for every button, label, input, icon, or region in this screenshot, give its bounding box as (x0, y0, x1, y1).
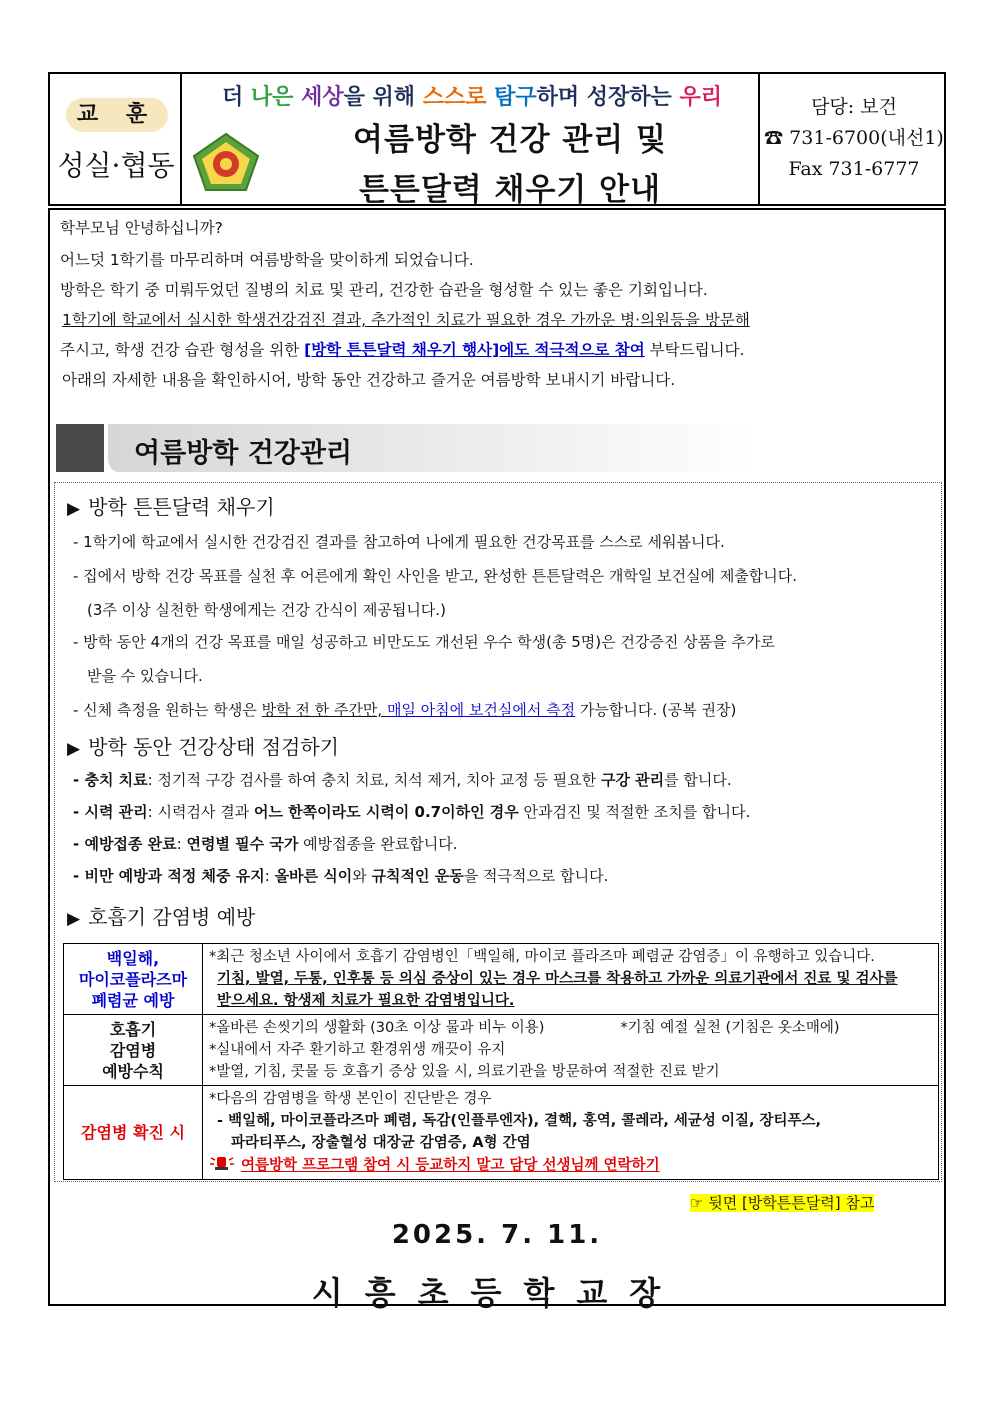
section-banner (56, 424, 756, 472)
item-text: 와 (352, 867, 372, 885)
item-emphasis: 매일 아침에 보건실에서 측정 (386, 701, 576, 719)
row-label: 호흡기 감염병 예방수칙 (64, 1015, 203, 1086)
slogan-word: 성장하는 (586, 85, 680, 110)
row-text-part: *기침 예절 실천 (기침은 옷소매에) (620, 1020, 840, 1036)
health-content-box (54, 482, 942, 1182)
intro-text: 주시고, 학생 건강 습관 형성을 위한 (60, 341, 305, 359)
row-text: *실내에서 자주 환기하고 환경위생 깨끗이 유지 (209, 1042, 506, 1058)
intro-greeting: 학부모님 안녕하십니까? (60, 219, 223, 237)
section-title: 여름방학 건강관리 (134, 438, 353, 469)
item-text: 예방접종을 완료합니다. (298, 835, 458, 853)
row-text: *발열, 기침, 콧물 등 호흡기 증상 있을 시, 의료기관을 방문하여 적절한 진료 받기 (209, 1064, 720, 1080)
back-page-reference (690, 1192, 874, 1213)
letter-date: 2025. 7. 11. (391, 1220, 603, 1250)
triangle-bullet-icon: ▶ (67, 909, 81, 929)
contact-info (762, 92, 946, 185)
item-text: - 신체 측정을 원하는 학생은 (73, 701, 262, 719)
row-text-part: *올바른 손씻기의 생활화 (30초 이상 물과 비누 이용) (209, 1020, 545, 1036)
triangle-bullet-icon: ▶ (67, 499, 81, 519)
row-text: - 백일해, 마이코플라즈마 폐렴, 독감(인플루엔자), 결핵, 홍역, 콜레라, 세균성 이질, 장티푸스, (217, 1113, 822, 1129)
warning-text: 여름방학 프로그램 참여 시 등교하지 말고 담당 선생님께 연락하기 (241, 1157, 660, 1174)
slogan-word: 탐구 (494, 85, 537, 110)
list-item (73, 865, 608, 886)
item-text: : 시력검사 결과 (147, 803, 254, 821)
table-row (64, 1015, 939, 1086)
list-item: (3주 이상 실천한 학생에게는 건강 간식이 제공됩니다.) (87, 601, 446, 619)
slogan-word: 하며 (536, 85, 587, 110)
list-item (73, 833, 458, 854)
row-text: *최근 청소년 사이에서 호흡기 감염병인「백일해, 마이코 플라즈마 폐렴균 감염증」이 유행하고 있습니다. (209, 949, 875, 965)
school-signature: 시흥초등학교장 (311, 1274, 683, 1312)
item-text: 방학 전 한 주간만, (261, 701, 387, 719)
intro-line (60, 338, 744, 360)
item-label: - 비만 예방과 적정 체중 유지 (73, 867, 265, 885)
table-row (64, 1086, 939, 1180)
table-row (64, 944, 939, 1015)
list-item: - 방학 동안 4개의 건강 목표를 매일 성공하고 비만도도 개선된 우수 학생(총 5명)은 건강증진 상품을 추가로 (73, 633, 775, 651)
subsection-title: 호흡기 감염병 예방 (88, 905, 256, 929)
row-text (209, 1154, 932, 1177)
slogan-word: 을 위해 (343, 85, 423, 110)
list-item (73, 699, 736, 720)
letter-body (48, 208, 946, 1312)
subsection-heading (67, 731, 339, 760)
item-text: : 정기적 구강 검사를 하여 충치 치료, 치석 제거, 치아 교정 등 필요한 (147, 771, 601, 789)
siren-icon (209, 1154, 235, 1177)
item-label: - 예방접종 완료 (73, 835, 177, 853)
slogan-word: 나은 (250, 85, 302, 110)
list-item: 받을 수 있습니다. (87, 667, 203, 685)
slogan-word: 더 (222, 85, 251, 110)
row-content (203, 1015, 939, 1086)
row-label: 백일해, 마이코플라즈마 폐렴균 예방 (64, 944, 203, 1015)
item-text: : (264, 867, 275, 885)
row-text: 기침, 발열, 두통, 인후통 등 의심 증상이 있는 경우 마스크를 착용하고 가까운 의료기관에서 진료 및 검사를 (217, 971, 898, 987)
list-item: - 1학기에 학교에서 실시한 건강검진 결과를 참고하여 나에게 필요한 건강목표를 스스로 세워봅니다. (73, 533, 725, 551)
contact-fax: Fax 731-6777 (788, 158, 920, 180)
list-item (73, 801, 750, 822)
item-label: - 시력 관리 (73, 803, 148, 821)
row-text: 파라티푸스, 장출혈성 대장균 감염증, A형 간염 (231, 1135, 531, 1151)
item-text: 안과검진 및 적절한 조치를 합니다. (518, 803, 751, 821)
row-text: *다음의 감염병을 학생 본인이 진단받은 경우 (209, 1091, 492, 1107)
intro-emphasis: [방학 튼튼달력 채우기 행사]에도 적극적으로 참여 (304, 341, 645, 359)
row-label: 감염병 확진 시 (64, 1086, 203, 1180)
slogan-word: 우리 (679, 85, 722, 110)
infection-table (63, 943, 939, 1180)
subsection-title: 방학 동안 건강상태 점검하기 (88, 735, 339, 759)
motto-badge: 교 훈 (66, 98, 168, 132)
slogan-word: 스스로 (422, 85, 495, 110)
school-motto: 성실·협동 (57, 149, 175, 182)
item-emphasis: 올바른 식이 (274, 867, 353, 885)
row-text (209, 1017, 932, 1039)
school-slogan (182, 80, 762, 111)
triangle-bullet-icon: ▶ (67, 739, 81, 759)
item-text: 을 적극적으로 합니다. (463, 867, 609, 885)
school-emblem-icon (190, 132, 262, 192)
item-emphasis: 구강 관리 (600, 771, 665, 789)
intro-line: 1학기에 학교에서 실시한 학생건강검진 결과, 추가적인 치료가 필요한 경우 가까운 병·의원등을 방문해 (62, 311, 750, 329)
reference-text: ☞ 뒷면 [방학튼튼달력] 참고 (690, 1194, 875, 1212)
subsection-heading (67, 491, 275, 520)
item-text: : (176, 835, 187, 853)
subsection-title: 방학 튼튼달력 채우기 (88, 495, 275, 519)
item-emphasis: 규칙적인 운동 (371, 867, 464, 885)
item-emphasis: 어느 한쪽이라도 시력이 0.7이하인 경우 (253, 803, 519, 821)
subsection-heading (67, 901, 255, 930)
contact-manager: 담당: 보건 (811, 96, 897, 118)
item-label: - 충치 치료 (73, 771, 148, 789)
letter-header (48, 72, 946, 206)
banner-accent (56, 424, 104, 472)
contact-phone: ☎ 731-6700(내선1) (764, 127, 944, 149)
list-item: - 집에서 방학 건강 목표를 실천 후 어른에게 확인 사인을 받고, 완성한 튼튼달력은 개학일 보건실에 제출합니다. (73, 567, 798, 585)
list-item (73, 769, 732, 790)
row-content (203, 944, 939, 1015)
row-content (203, 1086, 939, 1180)
intro-line: 어느덧 1학기를 마무리하며 여름방학을 맞이하게 되었습니다. (60, 251, 474, 269)
intro-text: 부탁드립니다. (644, 341, 745, 359)
slogan-word: 세상 (301, 85, 344, 110)
item-emphasis: 연령별 필수 국가 (186, 835, 299, 853)
intro-closing: 아래의 자세한 내용을 확인하시어, 방학 동안 건강하고 즐거운 여름방학 보내시기 바랍니다. (62, 371, 676, 389)
row-text: 받으세요. 항생제 치료가 필요한 감염병입니다. (217, 993, 515, 1009)
item-text: 를 합니다. (664, 771, 732, 789)
intro-line: 방학은 학기 중 미뤄두었던 질병의 치료 및 관리, 건강한 습관을 형성할 수 있는 좋은 기회입니다. (60, 281, 708, 299)
item-text: 가능합니다. (공복 권장) (575, 701, 737, 719)
title-line-2: 튼튼달력 채우기 안내 (358, 172, 662, 208)
title-line-1: 여름방학 건강 관리 및 (353, 122, 667, 158)
